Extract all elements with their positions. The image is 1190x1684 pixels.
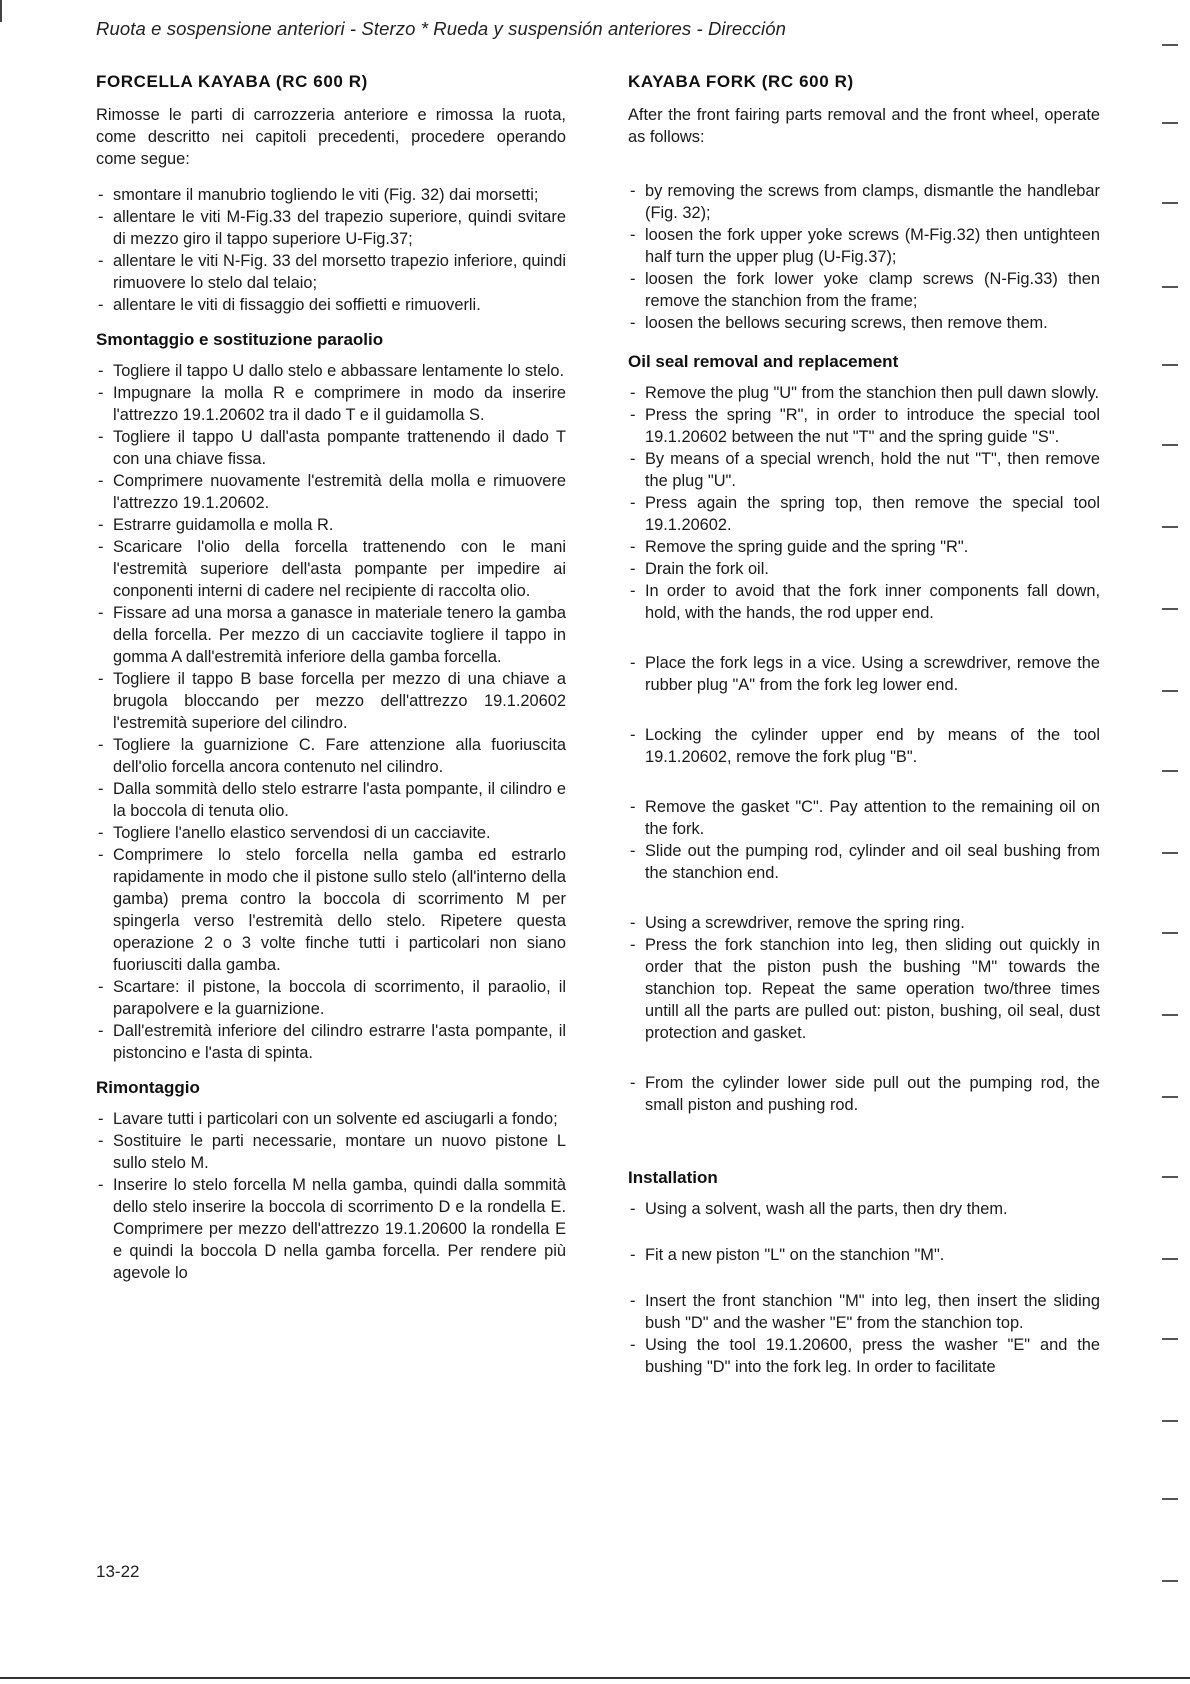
margin-tick: [1162, 44, 1178, 46]
margin-tick: [1162, 608, 1178, 610]
list-item: - smontare il manubrio togliendo le viti (Fig. 32) dai morsetti;: [96, 184, 566, 206]
list-item: - Fit a new piston "L" on the stanchion "M".: [628, 1244, 1100, 1266]
page-number: 13-22: [96, 1562, 140, 1581]
section-heading-it: FORCELLA KAYABA (RC 600 R): [96, 72, 368, 91]
list-item: - allentare le viti M-Fig.33 del trapezio superiore, quindi svitare di mezzo giro il tappo superiore U-Fig.37;: [96, 206, 566, 250]
margin-tick: [1162, 1580, 1178, 1582]
list-item: - Using a screwdriver, remove the spring ring.: [628, 912, 1100, 934]
list-item: - Drain the fork oil.: [628, 558, 1100, 580]
list-item: - Comprimere nuovamente l'estremità della molla e rimuovere l'attrezzo 19.1.20602.: [96, 470, 566, 514]
list-item: - From the cylinder lower side pull out the pumping rod, the small piston and pushing rod.: [628, 1072, 1100, 1116]
list-item: - By means of a special wrench, hold the nut "T", then remove the plug "U".: [628, 448, 1100, 492]
margin-tick: [1162, 1338, 1178, 1340]
list-item: - Remove the plug "U" from the stanchion then pull dawn slowly.: [628, 382, 1100, 404]
margin-tick: [1162, 1176, 1178, 1178]
list-item: - Sostituire le parti necessarie, montare un nuovo pistone L sullo stelo M.: [96, 1130, 566, 1174]
list-item: - Fissare ad una morsa a ganasce in materiale tenero la gamba della forcella. Per mezzo di un cacciavite togliere il tappo in gomma A dall'estremità inferiore della gamba forcella.: [96, 602, 566, 668]
list-item: - loosen the bellows securing screws, then remove them.: [628, 312, 1100, 334]
list-item: - Press the spring "R", in order to introduce the special tool 19.1.20602 between the nut "T" and the spring guide "S".: [628, 404, 1100, 448]
list-item: - Impugnare la molla R e comprimere in modo da inserire l'attrezzo 19.1.20602 tra il dado T e il guidamolla S.: [96, 382, 566, 426]
bottom-rule: [0, 1677, 1190, 1679]
margin-tick: [1162, 122, 1178, 124]
removal-steps-it: [96, 184, 566, 316]
seal-steps-it: [96, 360, 566, 1064]
list-item: - Insert the front stanchion "M" into leg, then insert the sliding bush "D" and the washer "E" from the stanchion top.: [628, 1290, 1100, 1334]
margin-tick: [1162, 770, 1178, 772]
list-item: - Remove the spring guide and the spring "R".: [628, 536, 1100, 558]
list-item: - Togliere il tappo U dall'asta pompante trattenendo il dado T con una chiave fissa.: [96, 426, 566, 470]
list-item: - Scartare: il pistone, la boccola di scorrimento, il paraolio, il parapolvere e la guarnizione.: [96, 976, 566, 1020]
list-item: - Slide out the pumping rod, cylinder and oil seal bushing from the stanchion end.: [628, 840, 1100, 884]
list-item: - by removing the screws from clamps, dismantle the handlebar (Fig. 32);: [628, 180, 1100, 224]
list-item: - Press the fork stanchion into leg, then sliding out quickly in order that the piston push the bushing "M" towards the stanchion top. Repeat the same operation two/three times untill all the parts are pulled out: piston, bushing, oil seal, dust protection and gasket.: [628, 934, 1100, 1044]
margin-tick: [1162, 444, 1178, 446]
intro-paragraph-en: After the front fairing parts removal and the front wheel, operate as follows:: [628, 106, 1100, 146]
list-item: - Togliere l'anello elastico servendosi di un cacciavite.: [96, 822, 566, 844]
reassembly-steps-it: [96, 1108, 566, 1284]
margin-tick: [1162, 1420, 1178, 1422]
margin-tick: [1162, 1258, 1178, 1260]
subheading-seal-en: Oil seal removal and replacement: [628, 352, 899, 371]
margin-tick: [1162, 1498, 1178, 1500]
subheading-reassembly-it: Rimontaggio: [96, 1078, 200, 1097]
subheading-seal-it: Smontaggio e sostituzione paraolio: [96, 330, 384, 349]
list-item: - Estrarre guidamolla e molla R.: [96, 514, 566, 536]
installation-steps-en: [628, 1198, 1100, 1378]
margin-tick: [1162, 852, 1178, 854]
scan-edge-mark: [0, 0, 2, 22]
list-item: - Lavare tutti i particolari con un solvente ed asciugarli a fondo;: [96, 1108, 566, 1130]
margin-tick: [1162, 202, 1178, 204]
english-column: [628, 72, 1100, 1384]
list-item: - Dall'estremità inferiore del cilindro estrarre l'asta pompante, il pistoncino e l'asta di spinta.: [96, 1020, 566, 1064]
intro-paragraph-it: Rimosse le parti di carrozzeria anteriore e rimossa la ruota, come descritto nei capitoli precedenti, procedere operando come segue:: [96, 106, 566, 168]
margin-tick: [1162, 1096, 1178, 1098]
margin-tick: [1162, 286, 1178, 288]
page-header: Ruota e sospensione anteriori - Sterzo * Rueda y suspensión anteriores - Dirección: [96, 18, 786, 39]
margin-tick: [1162, 1014, 1178, 1016]
list-item: - allentare le viti N-Fig. 33 del morsetto trapezio inferiore, quindi rimuovere lo stelo dal telaio;: [96, 250, 566, 294]
list-item: - Scaricare l'olio della forcella trattenendo con le mani l'estremità superiore dell'asta pompante per impedire ai conponenti interni di cadere nel recipiente di raccolta olio.: [96, 536, 566, 602]
list-item: - Locking the cylinder upper end by means of the tool 19.1.20602, remove the fork plug "B".: [628, 724, 1100, 768]
list-item: - allentare le viti di fissaggio dei soffietti e rimuoverli.: [96, 294, 566, 316]
list-item: - Togliere il tappo U dallo stelo e abbassare lentamente lo stelo.: [96, 360, 566, 382]
seal-steps-en: [628, 382, 1100, 1116]
list-item: - loosen the fork lower yoke clamp screws (N-Fig.33) then remove the stanchion from the frame;: [628, 268, 1100, 312]
list-item: - Using a solvent, wash all the parts, then dry them.: [628, 1198, 1100, 1220]
list-item: - Inserire lo stelo forcella M nella gamba, quindi dalla sommità dello stelo inserire la boccola di scorrimento D e la rondella E. Comprimere per mezzo dell'attrezzo 19.1.20600 la rondella E e quindi la boccola D nella gamba forcella. Per rendere più agevole lo: [96, 1174, 566, 1284]
subheading-installation-en: Installation: [628, 1168, 718, 1187]
list-item: - Comprimere lo stelo forcella nella gamba ed estrarlo rapidamente in modo che il pistone sullo stelo (all'interno della gamba) prema contro la boccola di scorrimento M per spingerla verso l'estremità dello stelo. Ripetere questa operazione 2 o 3 volte finche tutti i particolari non siano fuoriusciti dalla gamba.: [96, 844, 566, 976]
removal-steps-en: [628, 180, 1100, 334]
list-item: - Place the fork legs in a vice. Using a screwdriver, remove the rubber plug "A" from the fork leg lower end.: [628, 652, 1100, 696]
list-item: - Remove the gasket "C". Pay attention to the remaining oil on the fork.: [628, 796, 1100, 840]
margin-tick: [1162, 364, 1178, 366]
section-heading-en: KAYABA FORK (RC 600 R): [628, 72, 854, 91]
list-item: - Press again the spring top, then remove the special tool 19.1.20602.: [628, 492, 1100, 536]
italian-column: [96, 72, 566, 1290]
margin-tick: [1162, 690, 1178, 692]
list-item: - Dalla sommità dello stelo estrarre l'asta pompante, il cilindro e la boccola di tenuta olio.: [96, 778, 566, 822]
list-item: - loosen the fork upper yoke screws (M-Fig.32) then untighteen half turn the upper plug (U-Fig.37);: [628, 224, 1100, 268]
margin-tick: [1162, 526, 1178, 528]
list-item: - Togliere la guarnizione C. Fare attenzione alla fuoriuscita dell'olio forcella ancora contenuto nel cilindro.: [96, 734, 566, 778]
margin-tick: [1162, 932, 1178, 934]
list-item: - Using the tool 19.1.20600, press the washer "E" and the bushing "D" into the fork leg. In order to facilitate: [628, 1334, 1100, 1378]
list-item: - In order to avoid that the fork inner components fall down, hold, with the hands, the rod upper end.: [628, 580, 1100, 624]
list-item: - Togliere il tappo B base forcella per mezzo di una chiave a brugola bloccando per mezzo dell'attrezzo 19.1.20602 l'estremità superiore del cilindro.: [96, 668, 566, 734]
